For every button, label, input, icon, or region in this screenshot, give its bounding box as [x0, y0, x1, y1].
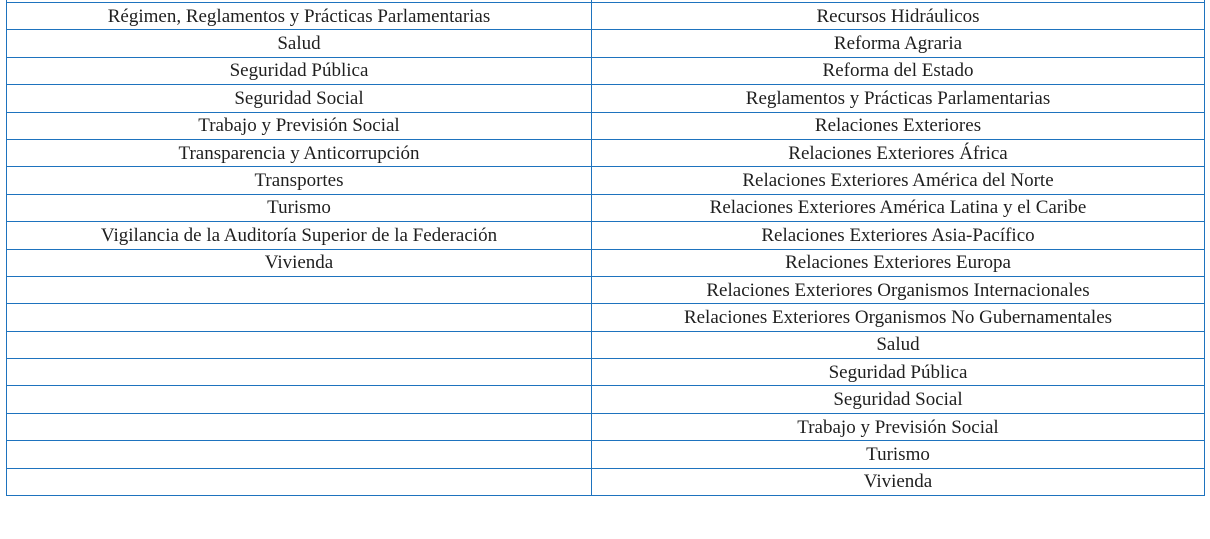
table-cell-right: Turismo: [592, 441, 1205, 468]
table-cell-left: Turismo: [7, 194, 592, 221]
table-row: [7, 57, 1205, 84]
table-cell-left: Transparencia y Anticorrupción: [7, 139, 592, 166]
table-row: [7, 112, 1205, 139]
table-cell-left: Salud: [7, 30, 592, 57]
table-cell-right: Salud: [592, 331, 1205, 358]
table-cell-left: [7, 441, 592, 468]
table-cell-right: Reglamentos y Prácticas Parlamentarias: [592, 85, 1205, 112]
table-cell-right: Relaciones Exteriores Organismos Internacionales: [592, 276, 1205, 303]
table-cell-left: Régimen, Reglamentos y Prácticas Parlamentarias: [7, 3, 592, 30]
table-cell-right: Vivienda: [592, 468, 1205, 495]
table-cell-left: Vivienda: [7, 249, 592, 276]
table-row: [7, 194, 1205, 221]
table-cell-right: Relaciones Exteriores Organismos No Gubernamentales: [592, 304, 1205, 331]
table-row: [7, 468, 1205, 495]
table-cell-left: Vigilancia de la Auditoría Superior de la Federación: [7, 222, 592, 249]
table-cell-right: Seguridad Pública: [592, 359, 1205, 386]
table-cell-left: Seguridad Pública: [7, 57, 592, 84]
table-cell-left: [7, 413, 592, 440]
commissions-table-container: [6, 0, 1204, 496]
table-row: [7, 276, 1205, 303]
table-cell-right: Reforma Agraria: [592, 30, 1205, 57]
table-cell-left: [7, 359, 592, 386]
table-row: [7, 441, 1205, 468]
table-cell-right: Reforma del Estado: [592, 57, 1205, 84]
table-row: [7, 222, 1205, 249]
table-row: [7, 249, 1205, 276]
table-row: [7, 359, 1205, 386]
table-cell-left: Transportes: [7, 167, 592, 194]
table-row: [7, 304, 1205, 331]
table-cell-left: [7, 386, 592, 413]
table-cell-left: [7, 331, 592, 358]
table-row: [7, 30, 1205, 57]
table-row: [7, 167, 1205, 194]
table-row: [7, 85, 1205, 112]
table-cell-right: Trabajo y Previsión Social: [592, 413, 1205, 440]
commissions-table-body: [7, 0, 1205, 496]
table-cell-right: Relaciones Exteriores África: [592, 139, 1205, 166]
table-row: [7, 413, 1205, 440]
table-cell-left: Trabajo y Previsión Social: [7, 112, 592, 139]
table-cell-right: Relaciones Exteriores Europa: [592, 249, 1205, 276]
table-cell-right: Recursos Hidráulicos: [592, 3, 1205, 30]
commissions-table: [6, 0, 1205, 496]
table-cell-right: Relaciones Exteriores Asia-Pacífico: [592, 222, 1205, 249]
table-cell-left: [7, 304, 592, 331]
table-cell-right: Relaciones Exteriores América del Norte: [592, 167, 1205, 194]
table-row: [7, 386, 1205, 413]
table-cell-right: Seguridad Social: [592, 386, 1205, 413]
table-row: [7, 3, 1205, 30]
table-cell-left: Seguridad Social: [7, 85, 592, 112]
table-row: [7, 139, 1205, 166]
table-cell-left: [7, 468, 592, 495]
table-row: [7, 331, 1205, 358]
table-cell-left: [7, 276, 592, 303]
table-cell-right: Relaciones Exteriores: [592, 112, 1205, 139]
table-cell-right: Relaciones Exteriores América Latina y el Caribe: [592, 194, 1205, 221]
